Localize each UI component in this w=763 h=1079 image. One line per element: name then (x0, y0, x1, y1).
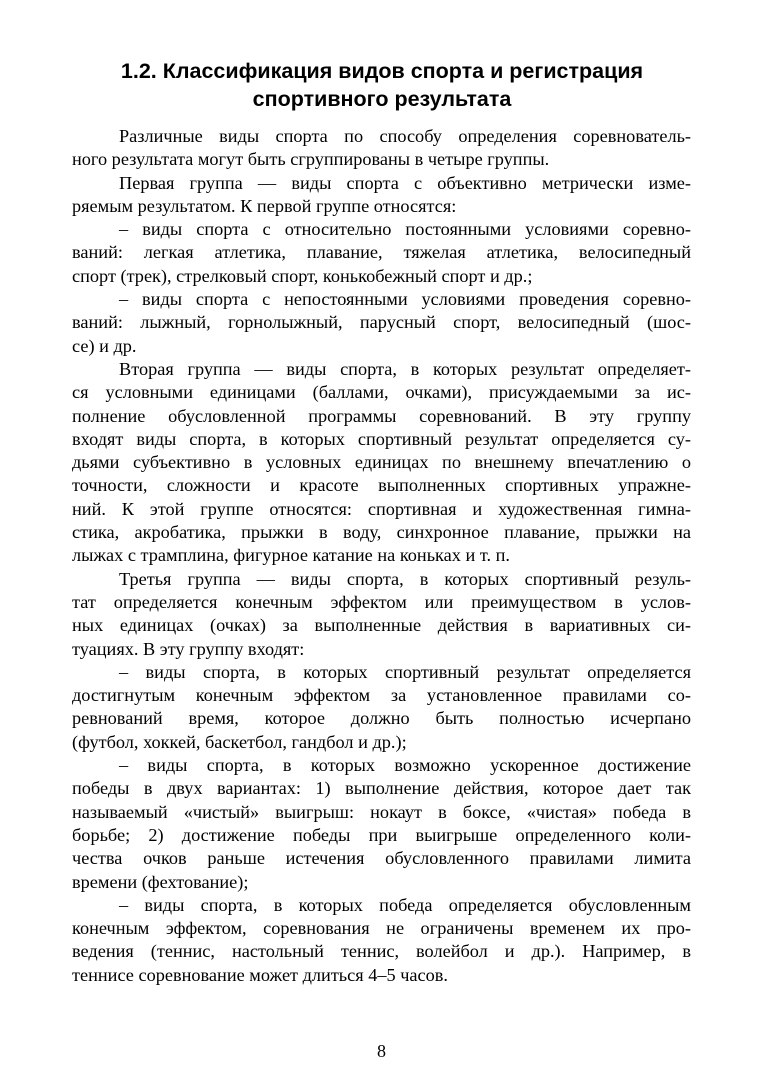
paragraph (72, 754, 691, 894)
text-line: – виды спорта, в которых победа определяется обусловленным (119, 894, 691, 915)
text-line: полнение обусловленной программы соревнований. В эту группу (72, 405, 691, 426)
text-line: времени (фехтование); (72, 871, 249, 892)
section-heading-line-1: 1.2. Классификация видов спорта и регистрация (120, 59, 644, 83)
paragraph (72, 358, 691, 568)
text-line: лыжах с трамплина, фигурное катание на коньках и т. п. (72, 545, 510, 566)
text-line: достигнутым конечным эффектом за установленное правилами со- (72, 685, 691, 706)
paragraph (72, 894, 691, 987)
text-line: называемый «чистый» выигрыш: нокаут в боксе, «чистая» победа в (72, 801, 691, 822)
paragraph (72, 172, 691, 219)
text-line: ний. К этой группе относятся: спортивная и художественная гимна- (72, 498, 691, 519)
text-line: ного результата могут быть сгруппированы в четыре группы. (72, 149, 550, 170)
text-line: ваний: легкая атлетика, плавание, тяжелая атлетика, велосипедный (72, 242, 691, 263)
text-line: – виды спорта, в которых возможно ускоренное достижение (119, 755, 691, 776)
text-line: борьбе; 2) достижение победы при выигрыше определенного коли- (72, 824, 691, 845)
text-line: ных единицах (очках) за выполненные действия в вариативных си- (72, 615, 691, 636)
text-line: стика, акробатика, прыжки в воду, синхронное плавание, прыжки на (72, 522, 691, 543)
text-line: ведения (теннис, настольный теннис, волейбол и др.). Например, в (72, 941, 691, 962)
text-line: – виды спорта с относительно постоянными условиями соревно- (119, 219, 691, 240)
text-line: конечным эффектом, соревнования не ограничены временем их про- (72, 918, 691, 939)
text-line: (футбол, хоккей, баскетбол, гандбол и др.); (72, 731, 407, 752)
body-text (72, 125, 691, 987)
text-line: ся условными единицами (баллами, очками), присуждаемыми за ис- (72, 382, 691, 403)
page-number: 8 (377, 1041, 386, 1061)
text-line: Первая группа — виды спорта с объективно метрически изме- (119, 172, 691, 193)
text-line: Вторая группа — виды спорта, в которых результат определяет- (119, 358, 691, 379)
text-line: ревнований время, которое должно быть полностью исчерпано (72, 708, 691, 729)
paragraph (72, 125, 691, 172)
text-line: ваний: лыжный, горнолыжный, парусный спорт, велосипедный (шос- (72, 312, 691, 333)
text-line: чества очков раньше истечения обусловленного правилами лимита (72, 848, 691, 869)
paragraph (72, 661, 691, 754)
text-line: победы в двух вариантах: 1) выполнение действия, которое дает так (72, 778, 691, 799)
text-line: входят виды спорта, в которых спортивный результат определяется су- (72, 428, 691, 449)
text-line: – виды спорта с непостоянными условиями проведения соревно- (119, 289, 691, 310)
section-heading-line-2: спортивного результата (252, 87, 512, 111)
text-line: се) и др. (72, 335, 137, 356)
text-line: Различные виды спорта по способу определения соревнователь- (119, 126, 691, 146)
text-line: точности, сложности и красоте выполненных спортивных упражне- (72, 475, 691, 496)
paragraph (72, 568, 691, 661)
text-line: – виды спорта, в которых спортивный результат определяется (119, 661, 691, 682)
paragraph (72, 218, 691, 288)
section-heading (72, 57, 692, 113)
text-line: туациях. В эту группу входят: (72, 638, 305, 659)
text-line: Третья группа — виды спорта, в которых спортивный резуль- (119, 568, 691, 589)
paragraph (72, 288, 691, 358)
text-line: тат определяется конечным эффектом или преимуществом в услов- (72, 591, 691, 612)
text-line: теннисе соревнование может длиться 4–5 часов. (72, 964, 448, 985)
text-line: спорт (трек), стрелковый спорт, конькобежный спорт и др.; (72, 265, 533, 286)
text-line: ряемым результатом. К первой группе относятся: (72, 195, 457, 216)
text-line: дьями субъективно в условных единицах по внешнему впечатлению о (72, 452, 691, 473)
